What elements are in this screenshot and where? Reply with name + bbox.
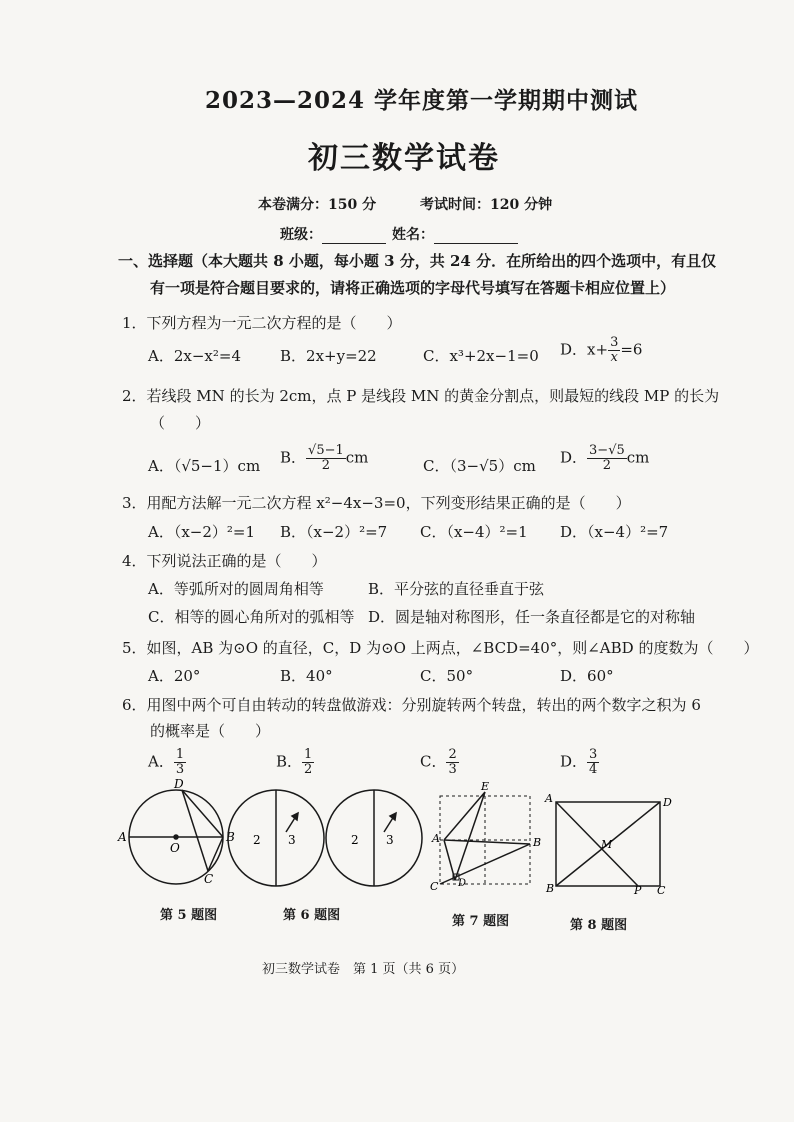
fig5-caption: 第 5 题图 [160,908,218,923]
q3-option-d[interactable]: D．（x−4）²=7 [560,523,669,541]
fig5-label-a: A [118,830,127,844]
fig7-label-d: D [458,878,467,889]
q5-option-d[interactable]: D．60° [560,667,614,685]
fig7-label-b: B [533,836,542,849]
q5-option-c[interactable]: C．50° [420,667,474,685]
q5-option-a[interactable]: A．20° [148,667,201,685]
fig5-label-c: C [204,872,214,886]
q3-option-b[interactable]: B．（x−2）²=7 [280,523,388,541]
fig5-label-b: B [226,830,235,844]
q6-stem-line2: 的概率是（ ） [150,722,271,740]
term-title: 2023—2024 学年度第一学期期中测试 [205,87,639,114]
q3-stem: 3．用配方法解一元二次方程 x²−4x−3=0，下列变形结果正确的是（ ） [122,494,631,512]
fig8-caption: 第 8 题图 [570,918,628,933]
q2-option-d[interactable]: D． $\frac{3-√5}{2}$ cm [560,443,650,473]
fig7-caption: 第 7 题图 [452,914,510,929]
fig8-label-a: A [545,792,553,805]
class-blank[interactable] [322,229,386,244]
fig8-label-d: D [663,796,672,809]
q2-option-b[interactable]: B． $\frac{√5-1}{2}$ cm [280,443,369,473]
q1-option-c[interactable]: C．x³+2x−1=0 [423,347,539,365]
fig6-right-sector-3: 3 [386,833,394,847]
fig5-label-d: D [174,777,184,791]
q2-paren: （ ） [150,414,211,432]
figure-6-spinner-left [228,790,324,886]
q6-option-d[interactable]: D． $\frac{3}{4}$ [560,747,598,777]
exam-time: 考试时间：120 分钟 [420,197,553,213]
q4-option-b[interactable]: B．平分弦的直径垂直于弦 [368,580,545,598]
figure-5 [129,790,223,884]
fig8-label-m: M [601,838,613,851]
paper-title: 初三数学试卷 [308,141,500,176]
section1-heading-line2: 有一项是符合题目要求的，请将正确选项的字母代号填写在答题卡相应位置上） [150,279,676,297]
fig6-left-sector-2: 2 [253,833,261,847]
q6-option-b[interactable]: B． $\frac{1}{2}$ [276,747,313,777]
q3-option-a[interactable]: A．（x−2）²=1 [148,523,256,541]
q3-option-c[interactable]: C．（x−4）²=1 [420,523,528,541]
q6-option-a[interactable]: A． $\frac{1}{3}$ [148,747,185,777]
fig8-label-c: C [657,884,666,897]
fig7-label-a: A [432,832,440,845]
q1-option-b[interactable]: B．2x+y=22 [280,347,377,365]
fig5-chord-cb [208,837,223,871]
name-field[interactable] [392,224,518,244]
fig5-label-o: O [170,841,180,855]
q5-stem: 5．如图，AB 为⊙O 的直径，C，D 为⊙O 上两点，∠BCD=40°，则∠ABD 的度数为（ ） [122,639,759,657]
fig5-center-dot [174,835,178,839]
class-label: 班级： [280,227,322,243]
q4-option-c[interactable]: C．相等的圆心角所对的弧相等 [148,608,355,626]
fig6-right-sector-2: 2 [351,833,359,847]
q4-option-d[interactable]: D．圆是轴对称图形，任一条直径都是它的对称轴 [368,608,696,626]
page-footer: 初三数学试卷 第 1 页（共 6 页） [262,962,465,977]
fig5-chord-dc [182,790,208,871]
name-blank[interactable] [434,229,518,244]
q2-option-c[interactable]: C．（3−√5）cm [423,457,536,475]
q6-stem-line1: 6．用图中两个可自由转动的转盘做游戏：分别旋转两个转盘，转出的两个数字之积为 6 [122,696,701,714]
figure-6-spinner-right [326,790,422,886]
q2-stem: 2．若线段 MN 的长为 2cm，点 P 是线段 MN 的黄金分割点，则最短的线段 MP 的长为 [122,387,720,405]
q2-option-a[interactable]: A．（√5−1）cm [148,457,261,475]
q1-stem: 1．下列方程为一元二次方程的是（ ） [122,314,402,332]
q4-option-a[interactable]: A．等弧所对的圆周角相等 [148,580,324,598]
fig8-label-p: P [634,884,642,897]
q1-option-d[interactable]: D．x+ $\frac{3}{x}$ =6 [560,335,643,365]
fig7-label-e: E [481,780,490,793]
q5-option-b[interactable]: B．40° [280,667,333,685]
section1-heading-line1: 一、选择题（本大题共 8 小题，每小题 3 分，共 24 分．在所给出的四个选项中，有且仅 [118,252,717,270]
fig6-left-sector-3: 3 [288,833,296,847]
fig8-label-b: B [546,882,555,895]
q1-option-a[interactable]: A．2x−x²=4 [148,347,241,365]
figure-7 [440,792,530,884]
name-label: 姓名： [392,227,434,243]
full-marks: 本卷满分：150 分 [258,197,377,213]
figures-row [0,770,794,920]
fig7-label-c: C [430,880,439,893]
q6-option-c[interactable]: C． $\frac{2}{3}$ [420,747,457,777]
fig6-caption: 第 6 题图 [283,908,341,923]
q4-stem: 4．下列说法正确的是（ ） [122,552,327,570]
class-field[interactable] [280,224,386,244]
